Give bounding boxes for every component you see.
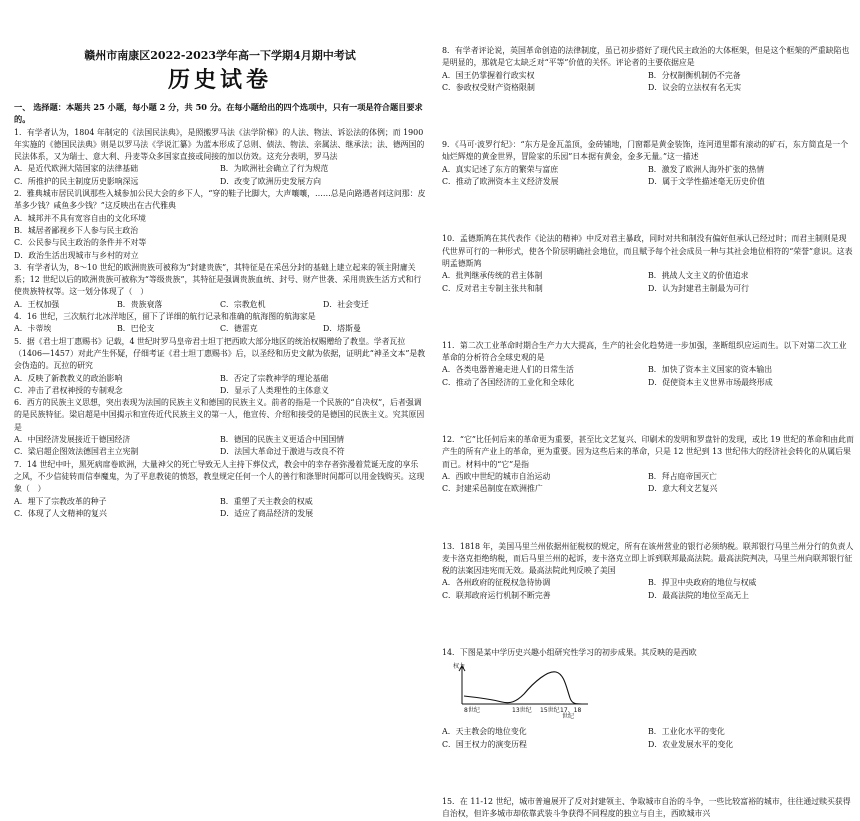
options-group [14,163,426,188]
question-stem: 3．有学者认为，8～10 世纪的欧洲贵族可被称为“封建贵族”，其特征是在采邑分封的基础上建立起来的领主附庸关系；12 世纪以后的欧洲贵族可被称为“等级贵族”，其特征是强调贵族血统、封号、财产世袭、采用贵族生活方式和行使贵族特权等。这一划分体现了（ ） [14,262,422,297]
question-stem: 15．在 11-12 世纪，城市普遍展开了反对封建领主、争取城市自治的斗争，一些比较富裕的城市，往往通过赎买获得自治权，但许多城市却依靠武装斗争获得不同程度的独立与自主，西欧城市兴 [442,796,851,819]
question-stem: 12．“它”比任何后来的革命更为重要，甚至比文艺复兴、印刷术的发明和罗盘针的发现，或比 19 世纪的革命和由此而产生的所有产业上的革命，更为重要。因为这些后来的革命，只是 12 世纪到 13 世纪伟大的经济社会转化的从属后果而已。材料中的“它”是指 [442,435,854,469]
answer-option[interactable]: D．塔斯曼 [323,324,361,334]
options-group [14,213,426,262]
answer-option[interactable]: C．推动了各国经济的工业化和全球化 [442,377,575,387]
answer-option[interactable]: A．王权加强 [14,299,60,309]
right-questions [442,45,854,821]
question-stem: 11．第二次工业革命时期合生产力大大提高，生产的社会化趋势进一步加强，垄断组织应运而生。以下对第二次工业革命的分析符合全球史观的是 [442,340,847,363]
answer-option[interactable]: C．公民参与民主政治的条件并不对等 [14,238,147,248]
answer-option[interactable]: B．加快了资本主义国家的资本输出 [648,365,773,375]
answer-option[interactable]: C．宗教危机 [220,299,266,309]
question-block [442,541,854,602]
answer-option[interactable]: A．各州政府的征税权急待协调 [442,578,551,588]
answer-option[interactable]: D．农业发展水平的变化 [648,739,734,749]
answer-option[interactable]: B．为欧洲社会确立了行为规范 [220,164,329,174]
left-questions [14,127,426,521]
question-block [14,336,426,397]
answer-option[interactable]: B．否定了宗教神学的理论基础 [220,373,329,383]
answer-option[interactable]: D．法国大革命过于激进与改良不符 [220,447,345,457]
answer-option[interactable]: B．激发了欧洲人海外扩张的热情 [648,164,765,174]
answer-option[interactable]: C．推动了欧洲资本主义经济发展 [442,177,559,187]
question-stem: 10．孟德斯鸠在其代表作《论法的精神》中反对君主暴政，同时对共和制没有偏好但承认已经过时；而君主制则是现代世界可行的一种形式，使各个阶层明确社会地位，而且赋予每个社会成员一种与其社会地位相符的“荣誉”意识。这表明孟德斯鸠 [442,234,853,268]
y-axis-label: 权力 [453,663,466,671]
x-tick-label: 15世纪 [540,707,560,715]
question-block [14,127,426,188]
question-block [442,340,854,389]
question-stem: 13．1818 年，美国马里兰州依据州征税权的规定，所有在该州营业的银行必须纳税。联邦银行马里兰州分行的负责人麦卡洛克拒绝纳税，而后马里兰州的起诉，麦卡洛克立即上诉到联邦最高法院。最高法院判决，马里兰州向联邦银行征税的法案因违宪而无效。最高法院此判反映了美国 [442,541,854,576]
answer-option[interactable]: D．改变了欧洲历史发展方向 [220,176,322,186]
options-group [442,577,854,602]
question-block [442,139,854,188]
question-block [14,188,426,262]
section-intro: 一、 选择题：本题共 25 小题，每小题 2 分，共 50 分。在每小题给出的四个选项中，只有一项是符合题目要求的。 [14,102,423,125]
question-stem: 4．16 世纪，三次航行北冰洋地区，留下了详细的航行记录和准确的航海图的航海家是 [14,312,316,322]
answer-option[interactable]: B．分权制衡机制仍不完备 [648,70,741,80]
answer-option[interactable]: C．德雷克 [220,324,258,334]
answer-option[interactable]: A．中国经济发展接近于德国经济 [14,435,131,445]
answer-option[interactable]: A．国王仍掌握着行政实权 [442,70,535,80]
question-block [14,397,426,458]
question-block [442,45,854,94]
answer-option[interactable]: C．参政权受财产资格限制 [442,82,535,92]
answer-option[interactable]: B．拜占庭帝国灭亡 [648,471,717,481]
question-stem: 8．有学者评论说，英国革命创造的法律制度，虽已初步搭好了现代民主政治的大体框架，但是这个框架的严重缺陷也是明显的，那就是它太缺乏对“平等”价值的关怀。评论者的主要依据应是 [442,46,850,68]
left-column [14,0,426,607]
answer-option[interactable]: D．意大利文艺复兴 [648,484,718,494]
question-block [442,647,854,751]
options-group [14,373,426,398]
question-stem: 7．14 世纪中叶，黑死病席卷欧洲，大量神父的死亡导致无人主持下葬仪式，教会中的幸存者弥漫着荒诞无度的享乐之风，不少信徒转而信奉魔鬼，为了平息教徒的愤怒，教皇规定任何一个人的善行和涤罪时间都可以用金钱购买。这现象（ ） [14,459,425,494]
question-stem: 2．雅典城市居民讥讽那些入城参加公民大会的乡下人，“穿的鞋子比脚大，大声嚷嚷，……总是向路遇者问这问那：皮革多少钱？咸鱼多少钱？”这反映出在古代雅典 [14,189,426,211]
answer-option[interactable]: D．适应了商品经济的发展 [220,508,314,518]
question-block [442,233,854,294]
right-column [442,0,854,819]
question-stem: 14．下图是某中学历史兴趣小组研究性学习的初步成果。其反映的是西欧 [442,648,697,658]
options-group [14,496,426,521]
answer-option[interactable]: B．捍卫中央政府的地位与权威 [648,578,757,588]
answer-option[interactable]: A．西欧中世纪的城市自治运动 [442,471,551,481]
question-stem: 6．西方的民族主义思想，突出表现为法国的民族主义和德国的民族主义。前者的指是一个民族的“自决权”，后者强调的是民族特征。梁启超是中国揭示和宣传近代民族主义的第一人，他宣传、介绍和接受的是德国的民族主义。究其原因是 [14,398,425,432]
options-group [442,364,854,389]
answer-option[interactable]: A．各类电器普遍走进人们的日常生活 [442,365,574,375]
answer-option[interactable]: D．最高法院的地位至高无上 [648,590,750,600]
options-group [442,726,854,751]
answer-option[interactable]: C．冲击了君权神授的专制观念 [14,385,123,395]
exam-title: 赣州市南康区2022-2023学年高一下学期4月期中考试 [84,49,356,62]
question-stem: 5．据《君士坦丁惠赐书》记载，4 世纪时罗马皇帝君士坦丁把西欧大部分地区的统治权赐赠给了教皇。学者瓦拉（1406—1457）对此产生怀疑，仔细考证《君士坦丁惠赐书》后，以圣经和历史文献为依据，证明此“神圣文本”是教会伪造的。瓦拉的研究 [14,336,426,371]
options-group [14,434,426,459]
answer-option[interactable]: A．城邦并不具有宽容自由的文化环境 [14,213,146,223]
answer-option[interactable]: C．梁启超企图效法德国君主立宪制 [14,447,139,457]
x-tick-label: 世纪 [562,713,575,721]
answer-option[interactable]: B．巴伦支 [117,324,155,334]
power-curve [464,672,582,704]
question-stem: 9．《马可·波罗行纪》：“东方是金瓦盖顶，金砖铺地，门窗都是黄金装饰，连河道里都有滚动的矿石，东方简直是一个灿烂辉煌的黄金世界，冒险家的乐园”日本据有黄金，金多无量。”这一描述 [442,140,849,162]
answer-option[interactable]: A．天主教会的地位变化 [442,727,527,737]
answer-option[interactable]: A．卡蒂埃 [14,324,52,334]
answer-option[interactable]: B．贵族衰落 [117,299,163,309]
answer-option[interactable]: B．德国的民族主义更适合中国国情 [220,435,345,445]
answer-option[interactable]: B．工业化水平的变化 [648,727,725,737]
answer-option[interactable]: A．埋下了宗教改革的种子 [14,496,107,506]
options-group [14,323,426,335]
answer-option[interactable]: D．政治生活出现城市与乡村的对立 [14,250,139,260]
answer-option[interactable]: D．议会的立法权有名无实 [648,82,742,92]
answer-option[interactable]: C．封建采邑制度在欧洲推广 [442,484,543,494]
answer-option[interactable]: D．属于文学性描述毫无历史价值 [648,177,765,187]
answer-option[interactable]: B．城居者鄙视乡下人参与民主政治 [14,225,139,235]
answer-option[interactable]: D．促使资本主义世界市场最终形成 [648,377,773,387]
x-tick-label: 8世纪 [464,707,480,715]
answer-option[interactable]: B．重塑了天主教会的权威 [220,496,313,506]
answer-option[interactable]: B．挑战人文主义的价值追求 [648,271,749,281]
answer-option[interactable]: D．社会变迁 [323,299,369,309]
answer-option[interactable]: C．联邦政府运行机制不断完善 [442,590,551,600]
options-group [442,164,854,189]
answer-option[interactable]: D．认为封建君主制最为可行 [648,283,750,293]
answer-option[interactable]: C．反对君主专制主张共和制 [442,283,543,293]
options-group [442,70,854,95]
answer-option[interactable]: A．真实记述了东方的繁荣与富庶 [442,164,559,174]
question-block [442,434,854,495]
subject-title: 历史试卷 [167,67,272,93]
options-group [14,299,426,311]
answer-option[interactable]: A．批判继承传统的君主体制 [442,271,543,281]
question-stem: 1．有学者认为，1804 年制定的《法国民法典》，是照搬罗马法《法学阶梯》的人法、物法、诉讼法的体例；而 1900 年实施的《德国民法典》则是以罗马法《学说汇纂》为蓝本形成了总则、债法、物法、亲属法、继承法；法、德两国的民法体系，又为瑞士、意大利、丹麦等众多国家直接或间接的加以仿效。这充分表明，罗马法 [14,127,425,162]
answer-option[interactable]: C．体现了人文精神的复兴 [14,508,107,518]
options-group [442,270,854,295]
question-block [14,311,426,336]
question-block [14,262,426,311]
x-tick-label: 13世纪 [512,707,532,715]
answer-option[interactable]: D．显示了人类理性的主体意义 [220,385,329,395]
x-tick-label: 17、18 [560,707,582,715]
options-group [442,471,854,496]
answer-option[interactable]: C．所推护的民主制度历史影响深远 [14,176,139,186]
answer-option[interactable]: C．国王权力的演变历程 [442,739,527,749]
question-block [14,459,426,520]
answer-option[interactable]: A．是近代欧洲大陆国家的法律基础 [14,164,139,174]
q14-power-chart [452,660,592,720]
question-block [442,796,854,821]
answer-option[interactable]: A．反映了新教教义的政治影响 [14,373,123,383]
